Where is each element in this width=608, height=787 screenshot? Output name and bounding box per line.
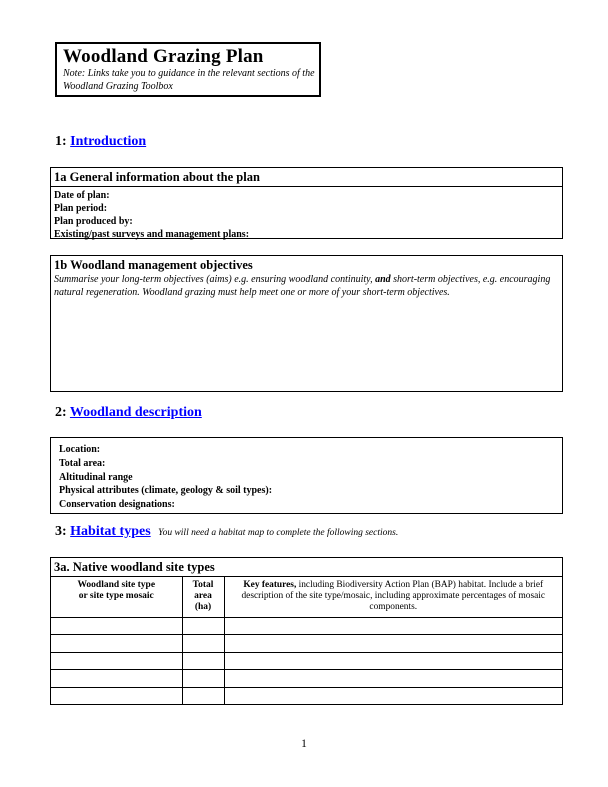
table-row	[51, 687, 562, 704]
title-note-line-1: Note: Links take you to guidance in the relevant sections of the	[63, 68, 315, 79]
description-bold-and: and	[375, 274, 391, 285]
field-date-of-plan[interactable]: Date of plan:	[54, 190, 110, 201]
field-location[interactable]: Location:	[59, 444, 101, 455]
section-2-number: 2:	[55, 405, 67, 420]
native-woodland-box	[50, 557, 563, 705]
native-woodland-table	[51, 577, 562, 704]
management-objectives-description	[51, 274, 562, 300]
table-row	[51, 670, 562, 687]
empty-cell[interactable]	[182, 618, 224, 635]
empty-cell[interactable]	[51, 635, 182, 652]
section-3-heading	[55, 523, 398, 542]
field-total-area[interactable]: Total area:	[59, 457, 106, 469]
field-physical-attributes[interactable]: Physical attributes (climate, geology & soil types):	[59, 485, 273, 497]
col-header-site-type: Woodland site type or site type mosaic	[51, 577, 182, 618]
field-plan-produced-by[interactable]: Plan produced by:	[54, 216, 133, 227]
table-row	[51, 652, 562, 669]
general-info-box	[50, 167, 563, 239]
field-existing-surveys[interactable]: Existing/past surveys and management plans:	[54, 229, 250, 240]
woodland-description-box	[50, 437, 563, 514]
habitat-types-link[interactable]: Habitat types	[70, 524, 151, 539]
description-part-2: short-term objectives, e.g. encouraging natural regeneration. Woodland grazing must help meet one or more of your short-term objectives.	[54, 274, 551, 298]
empty-cell[interactable]	[182, 635, 224, 652]
document-title: Woodland Grazing Plan	[63, 46, 264, 67]
document-title-box	[55, 42, 321, 97]
col-header-key-features: Key features, including Biodiversity Action Plan (BAP) habitat. Include a brief description of the site type/mosaic, including approximate percentages of mosaic components.	[224, 577, 562, 618]
general-info-header: 1a General information about the plan	[51, 168, 562, 187]
title-note-line-2: Woodland Grazing Toolbox	[63, 80, 173, 92]
col-header-total-area: Total area (ha)	[182, 577, 224, 618]
empty-cell[interactable]	[51, 618, 182, 635]
section-1-heading	[55, 133, 146, 150]
section-2-heading	[55, 404, 202, 421]
description-part-1: Summarise your long-term objectives (aims) e.g. ensuring woodland continuity,	[54, 274, 376, 285]
empty-cell[interactable]	[224, 618, 562, 635]
section-3-number: 3:	[55, 524, 67, 539]
management-objectives-box	[50, 255, 563, 392]
section-1-number: 1:	[55, 134, 67, 149]
field-conservation-designations[interactable]: Conservation designations:	[59, 499, 175, 511]
management-objectives-header: 1b Woodland management objectives	[54, 258, 253, 272]
table-row	[51, 618, 562, 635]
native-woodland-empty-rows	[51, 618, 562, 705]
empty-cell[interactable]	[182, 670, 224, 687]
empty-cell[interactable]	[224, 670, 562, 687]
empty-cell[interactable]	[182, 687, 224, 704]
native-woodland-header: 3a. Native woodland site types	[51, 558, 562, 577]
empty-cell[interactable]	[224, 687, 562, 704]
empty-cell[interactable]	[224, 652, 562, 669]
management-objectives-input-area[interactable]	[51, 300, 562, 388]
field-altitudinal-range[interactable]: Altitudinal range	[59, 471, 133, 483]
introduction-link[interactable]: Introduction	[70, 134, 147, 149]
field-plan-period[interactable]: Plan period:	[54, 203, 108, 214]
empty-cell[interactable]	[182, 652, 224, 669]
page-number: 1	[301, 738, 307, 750]
empty-cell[interactable]	[51, 670, 182, 687]
empty-cell[interactable]	[51, 652, 182, 669]
woodland-description-link[interactable]: Woodland description	[69, 405, 202, 420]
section-3-note: You will need a habitat map to complete the following sections.	[158, 528, 399, 538]
empty-cell[interactable]	[224, 635, 562, 652]
table-row	[51, 635, 562, 652]
empty-cell[interactable]	[51, 687, 182, 704]
